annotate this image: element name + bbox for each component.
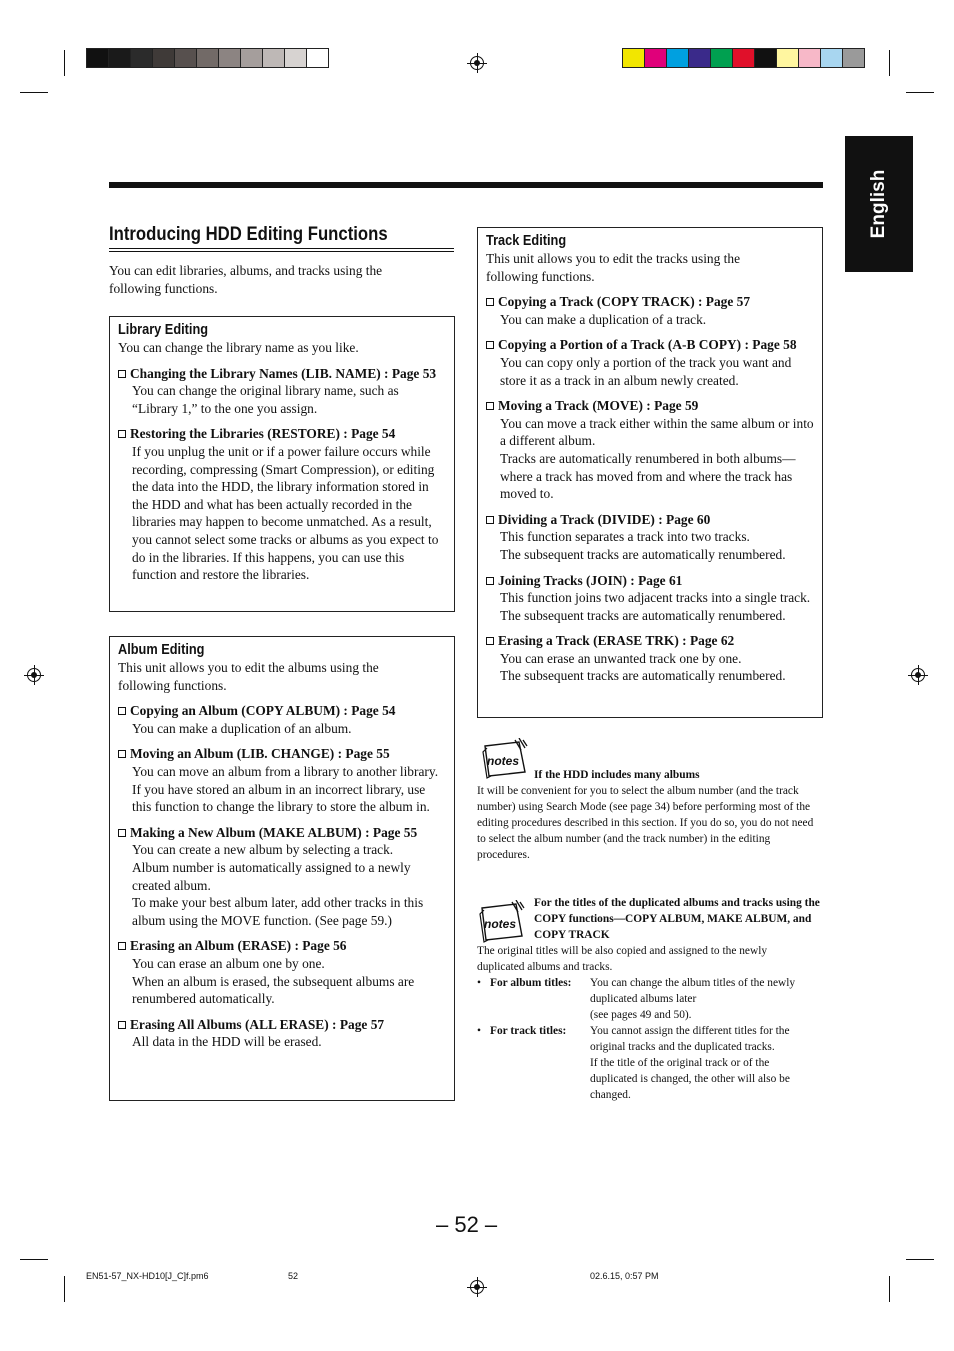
notes-icon [481, 738, 533, 780]
note1-title: If the HDD includes many albums [534, 769, 700, 781]
album-editing-desc: This unit allows you to edit the albums using the following functions. [118, 660, 379, 693]
function-item-description: If you unplug the unit or if a power failure occurs while recording, compressing (Smart Compression), or editing the data into the HDD, the library information stored in the HDD and what has been actually recorded in the libraries may happen to become unmatched. As a result, you cannot select some tracks or albums as you expect to do in the libraries. If this happens, you can use this function and restore the libraries. [132, 443, 439, 583]
function-item-description: You can make a duplication of a track. [500, 311, 707, 327]
note-bullet-text: You can change the album titles of the newly duplicated albums later [590, 977, 796, 1005]
function-item-heading-text: Erasing a Track (ERASE TRK) : Page 62 [498, 633, 735, 649]
bullet-dot-icon: • [477, 1025, 481, 1037]
color-swatch [284, 48, 307, 68]
registration-mark-icon [467, 53, 487, 73]
function-item-heading [486, 572, 816, 590]
registration-mark-icon [24, 665, 44, 685]
color-swatch [262, 48, 285, 68]
checkbox-bullet-icon [486, 516, 494, 524]
checkbox-bullet-icon [118, 942, 126, 950]
checkbox-bullet-icon [118, 829, 126, 837]
function-item [486, 632, 816, 685]
function-item-heading [118, 937, 446, 955]
function-item-description: You can copy only a portion of the track you want and store it as a track in an album newly created. [500, 354, 792, 388]
function-item-heading-text: Making a New Album (MAKE ALBUM) : Page 55 [130, 824, 418, 840]
bullet-dot-icon: • [477, 977, 481, 989]
color-swatch [622, 48, 645, 68]
note-bullet-label: For album titles: [490, 977, 572, 989]
title-underline [109, 251, 454, 252]
crop-mark [64, 50, 65, 76]
function-item-heading [118, 702, 446, 720]
notes-icon-label: notes [487, 754, 520, 768]
checkbox-bullet-icon [118, 430, 126, 438]
function-item [118, 745, 446, 815]
function-item-description: You can change the original library name, such as “Library 1,” to the one you assign. [132, 383, 399, 416]
function-item-description: All data in the HDD will be erased. [132, 1034, 322, 1050]
function-item [118, 702, 446, 737]
color-swatch [174, 48, 197, 68]
function-item-description: You can erase an unwanted track one by one. [500, 650, 742, 666]
note2-bullets [477, 975, 823, 1103]
function-item [486, 397, 816, 503]
library-editing-title: Library Editing [118, 322, 209, 338]
function-item-description: You can erase an album one by one. [132, 955, 325, 971]
crop-mark [889, 1276, 890, 1302]
color-swatch [86, 48, 109, 68]
album-editing-title: Album Editing [118, 642, 205, 658]
checkbox-bullet-icon [118, 707, 126, 715]
color-swatch [754, 48, 777, 68]
function-item [118, 365, 444, 418]
registration-mark-icon [908, 665, 928, 685]
note2-text: The original titles will be also copied and assigned to the newly duplicated albums and tracks. [477, 945, 768, 973]
function-item-heading [486, 632, 816, 650]
function-item-heading [486, 336, 816, 354]
notes-icon-label: notes [484, 917, 517, 931]
note-bullet [477, 975, 823, 1023]
function-item-heading-text: Moving an Album (LIB. CHANGE) : Page 55 [130, 746, 390, 762]
function-item-description: The subsequent tracks are automatically renumbered. [500, 607, 786, 623]
function-item-heading-text: Joining Tracks (JOIN) : Page 61 [498, 572, 683, 588]
note-bullet-text: If the title of the original track or of the duplicated is changed, the other will also be changed. [590, 1057, 790, 1101]
function-item [118, 1016, 446, 1051]
checkbox-bullet-icon [486, 298, 494, 306]
function-item-heading [118, 1016, 446, 1034]
function-item-heading [118, 365, 444, 383]
function-item-description: If you have stored an album in an incorrect library, use this function to change the library to store the album in. [132, 781, 430, 815]
note-bullet-label: For track titles: [490, 1025, 567, 1037]
color-swatch [710, 48, 733, 68]
footer-filename: EN51-57_NX-HD10[J_C]f.pm6 [86, 1271, 209, 1281]
function-item-heading-text: Erasing an Album (ERASE) : Page 56 [130, 938, 347, 954]
function-item-description: This function separates a track into two tracks. [500, 529, 750, 545]
function-item-description: This function joins two adjacent tracks into a single track. [500, 590, 811, 606]
function-item-description: You can make a duplication of an album. [132, 720, 352, 736]
track-editing-box [477, 227, 823, 718]
function-item-description: To make your best album later, add other tracks in this album using the MOVE function. (See page 59.) [132, 895, 424, 928]
color-swatch [842, 48, 865, 68]
color-swatch [820, 48, 843, 68]
function-item-heading-text: Erasing All Albums (ALL ERASE) : Page 57 [130, 1016, 385, 1032]
function-item [118, 937, 446, 1007]
color-swatch [688, 48, 711, 68]
checkbox-bullet-icon [118, 750, 126, 758]
color-swatch [776, 48, 799, 68]
crop-mark [906, 1259, 934, 1260]
function-item-description: You can move a track either within the same album or into a different album. [500, 415, 814, 449]
function-item-heading-text: Copying an Album (COPY ALBUM) : Page 54 [130, 703, 396, 719]
note-bullet [477, 1023, 823, 1103]
color-swatch [306, 48, 329, 68]
page-title: Introducing HDD Editing Functions [109, 224, 388, 245]
registration-mark-icon [467, 1277, 487, 1297]
album-editing-box [109, 636, 455, 1101]
language-tab [845, 136, 913, 272]
function-item-heading [486, 397, 816, 415]
function-item-heading-text: Changing the Library Names (LIB. NAME) : Page 53 [130, 365, 437, 381]
function-item [118, 425, 444, 583]
color-swatch [240, 48, 263, 68]
intro-text: You can edit libraries, albums, and tracks using the following functions. [109, 263, 383, 296]
top-rule [109, 182, 823, 188]
function-item-description: Tracks are automatically renumbered in both albums—where a track has moved from and where the track has moved to. [500, 450, 796, 502]
function-item [486, 511, 816, 564]
checkbox-bullet-icon [118, 370, 126, 378]
function-item-heading [486, 511, 816, 529]
function-item-description: When an album is erased, the subsequent albums are renumbered automatically. [132, 973, 415, 1007]
checkbox-bullet-icon [118, 1021, 126, 1029]
notes-icon [478, 900, 530, 944]
color-swatch [196, 48, 219, 68]
footer-page: 52 [288, 1271, 299, 1281]
function-item-heading-text: Moving a Track (MOVE) : Page 59 [498, 398, 699, 414]
function-item [118, 824, 446, 930]
color-swatch [798, 48, 821, 68]
note-bullet-text: (see pages 49 and 50). [590, 1009, 692, 1021]
language-tab-label: English [868, 169, 889, 239]
track-editing-title: Track Editing [486, 233, 567, 249]
function-item-heading-text: Restoring the Libraries (RESTORE) : Page 54 [130, 426, 396, 442]
function-item-description: You can move an album from a library to another library. [132, 763, 439, 779]
function-item-heading [118, 425, 444, 443]
function-item-heading-text: Dividing a Track (DIVIDE) : Page 60 [498, 511, 711, 527]
track-editing-desc: This unit allows you to edit the tracks using the following functions. [486, 251, 741, 284]
crop-mark [906, 92, 934, 93]
function-item-description: The subsequent tracks are automatically renumbered. [500, 668, 786, 684]
footer-date: 02.6.15, 0:57 PM [590, 1271, 659, 1281]
color-swatch [732, 48, 755, 68]
crop-mark [20, 1259, 48, 1260]
function-item-description: You can create a new album by selecting a track. [132, 842, 394, 858]
color-swatch [152, 48, 175, 68]
checkbox-bullet-icon [486, 341, 494, 349]
page-number: – 52 – [436, 1212, 498, 1237]
function-item-heading-text: Copying a Track (COPY TRACK) : Page 57 [498, 294, 751, 310]
function-item-heading [486, 293, 816, 311]
checkbox-bullet-icon [486, 577, 494, 585]
note2-title: For the titles of the duplicated albums and tracks using the COPY functions—COPY ALBUM, MAKE ALBUM, and COPY TRACK [534, 897, 820, 941]
crop-mark [20, 92, 48, 93]
library-editing-box [109, 316, 455, 612]
color-swatch [666, 48, 689, 68]
checkbox-bullet-icon [486, 402, 494, 410]
function-item-description: The subsequent tracks are automatically renumbered. [500, 546, 786, 562]
color-swatch [644, 48, 667, 68]
function-item [486, 336, 816, 389]
color-swatch [130, 48, 153, 68]
function-item-heading-text: Copying a Portion of a Track (A-B COPY) : Page 58 [498, 337, 797, 353]
note-bullet-text: You cannot assign the different titles for the original tracks and the duplicated tracks. [590, 1025, 790, 1053]
function-item-description: Album number is automatically assigned to a newly created album. [132, 859, 411, 893]
color-swatch [108, 48, 131, 68]
function-item [486, 293, 816, 328]
crop-mark [64, 1276, 65, 1302]
note1-text: It will be convenient for you to select the album number (and the track number) using Search Mode (see page 34) before performing most of the editing procedures described in this section. If you do so, you do not need to select the album number (and the track number) in the editing procedures. [477, 785, 814, 861]
title-underline [109, 248, 454, 249]
color-swatch [218, 48, 241, 68]
function-item [486, 572, 816, 625]
library-editing-desc: You can change the library name as you like. [118, 340, 359, 355]
function-item-heading [118, 745, 446, 763]
checkbox-bullet-icon [486, 637, 494, 645]
function-item-heading [118, 824, 446, 842]
crop-mark [889, 50, 890, 76]
